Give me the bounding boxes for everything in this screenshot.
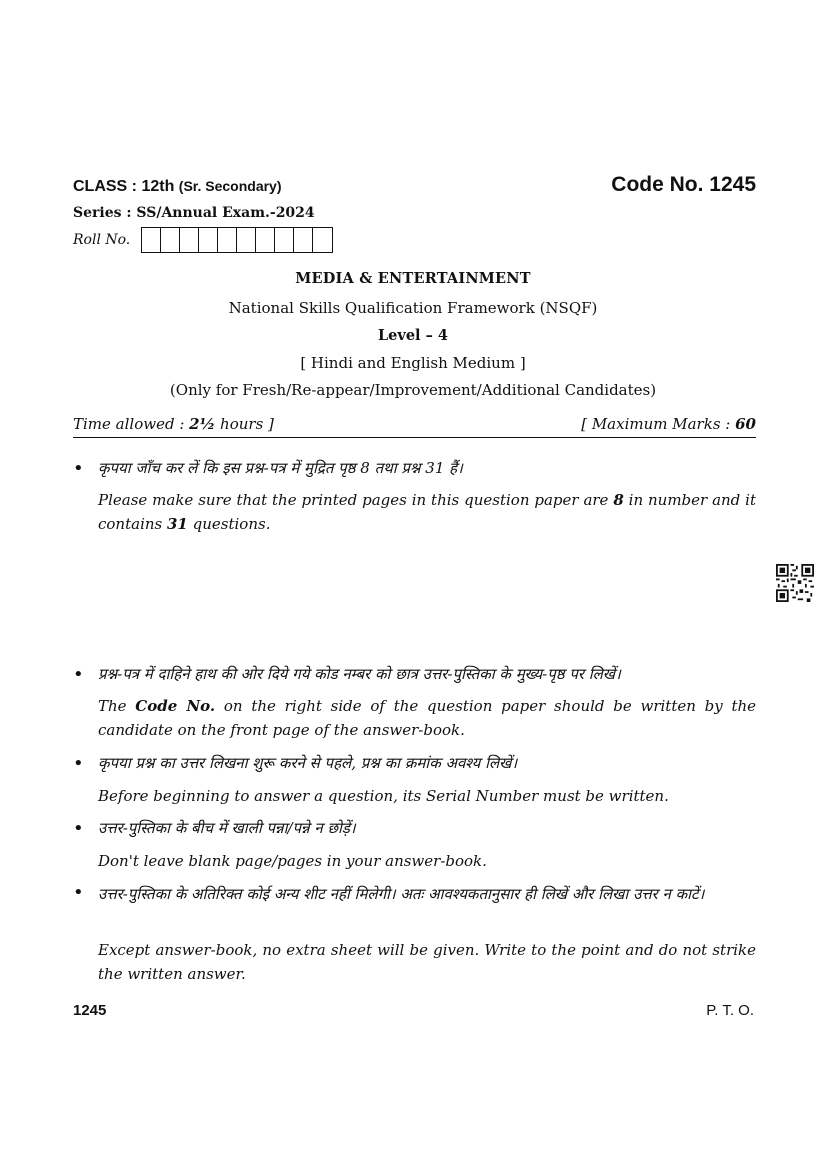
instruction-english: Except answer-book, no extra sheet will be given. Write to the point and do not strike the written answer. [98,941,756,983]
candidates-line: (Only for Fresh/Re-appear/Improvement/Additional Candidates) [169,381,657,399]
bullet: • [73,458,84,479]
instruction-hindi: उत्तर-पुस्तिका के अतिरिक्त कोई अन्य शीट नहीं मिलेगी। अतः आवश्यकतानुसार ही लिखें और लिखा उत्तर न काटें। [98,885,705,903]
subject-title: MEDIA & ENTERTAINMENT [295,270,531,287]
roll-no-box[interactable] [237,228,256,252]
level-line: Level – 4 [377,327,448,344]
bullet: • [73,818,84,839]
instruction-english: Before beginning to answer a question, its Serial Number must be written. [98,787,669,805]
max-marks-value: 60 [735,415,756,433]
code-number: Code No. 1245 [611,173,756,196]
roll-no-box[interactable] [142,228,161,252]
instruction-english: Please make sure that the printed pages in this question paper are 8 in number and it contains 31 questions. [98,491,756,533]
instruction-hindi: उत्तर-पुस्तिका के बीच में खाली पन्ना/पन्ने न छोड़ें। [98,819,356,837]
time-allowed-value: 2½ [189,415,216,433]
roll-no-box[interactable] [161,228,180,252]
footer-code: 1245 [73,1002,107,1019]
instruction-hindi: कृपया प्रश्न का उत्तर लिखना शुरू करने से पहले, प्रश्न का क्रमांक अवश्य लिखें। [98,754,518,772]
bullet: • [73,882,84,903]
bullet: • [73,664,84,685]
roll-no-boxes[interactable] [141,227,333,253]
bullet: • [73,753,84,774]
pto-label: P. T. O. [706,1002,754,1019]
max-marks-label: [ Maximum Marks : [581,415,731,433]
medium-line: [ Hindi and English Medium ] [300,354,526,372]
roll-no-box[interactable] [275,228,294,252]
class-heading [73,178,282,196]
roll-no-box[interactable] [180,228,199,252]
framework-line: National Skills Qualification Framework (NSQF) [228,299,598,317]
instruction-english: Don't leave blank page/pages in your answer-book. [98,852,487,870]
instruction-hindi: प्रश्न-पत्र में दाहिने हाथ की ओर दिये गये कोड नम्बर को छात्र उत्तर-पुस्तिका के मुख्य-पृष्ठ पर लिखें। [98,665,621,683]
roll-no-box[interactable] [199,228,218,252]
qr-code-icon [776,564,814,602]
time-marks-row [73,415,756,433]
roll-no-box[interactable] [256,228,275,252]
series-line: Series : SS/Annual Exam.-2024 [73,205,315,221]
time-allowed-unit: hours ] [220,415,274,433]
roll-no-box[interactable] [313,228,332,252]
roll-no-label: Roll No. [73,232,131,248]
instruction-hindi: कृपया जाँच कर लें कि इस प्रश्न-पत्र में मुद्रित पृष्ठ 8 तथा प्रश्न 31 हैं। [98,459,463,477]
divider [73,437,756,438]
class-sub: (Sr. Secondary) [178,178,282,194]
time-allowed-label: Time allowed : [73,415,185,433]
class-main: CLASS : 12th [73,178,175,195]
roll-no-box[interactable] [294,228,313,252]
instruction-english: The Code No. on the right side of the question paper should be written by the candidate on the front page of the answer-book. [98,697,757,739]
roll-no-box[interactable] [218,228,237,252]
